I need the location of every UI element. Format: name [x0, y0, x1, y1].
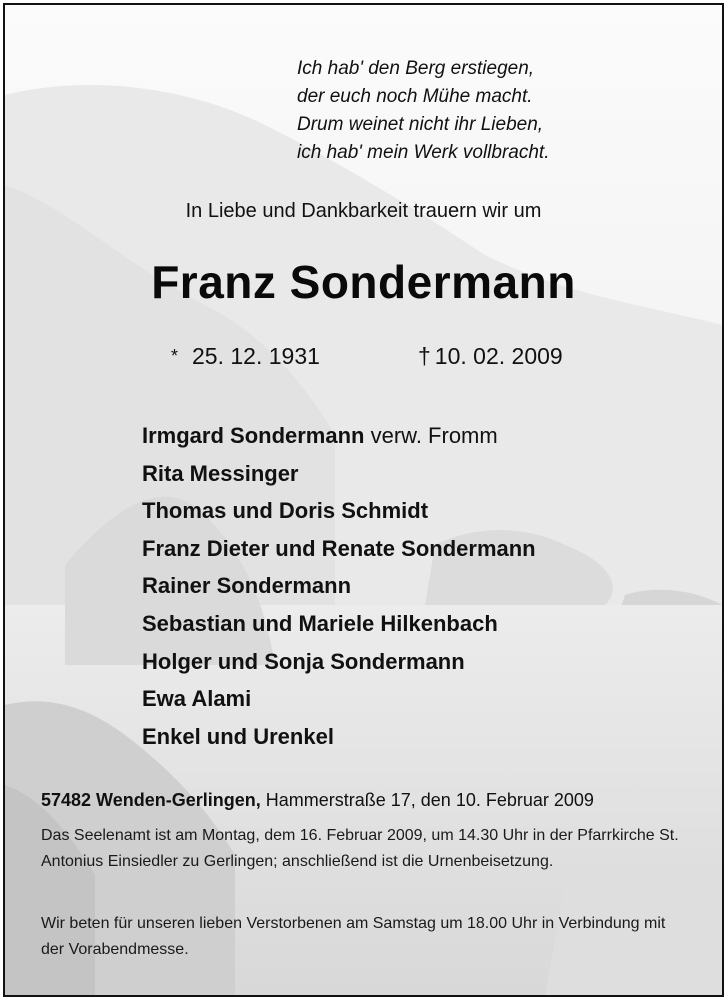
- obituary-card: [3, 3, 724, 997]
- poem-line: Drum weinet nicht ihr Lieben,: [297, 114, 544, 135]
- mourner-entry: [142, 643, 536, 681]
- mourner-entry: [142, 492, 536, 530]
- place-and-date: [41, 790, 594, 811]
- birth-date-value: 25. 12. 1931: [192, 343, 320, 369]
- poem-line: ich hab' mein Werk vollbracht.: [297, 142, 550, 163]
- mourner-entry: [142, 718, 536, 756]
- mass-info: Wir beten für unseren lieben Verstorbenen am Samstag um 18.00 Uhr in Verbindung mit der Vorabendmesse.: [41, 915, 666, 958]
- mourner-name: Franz Dieter und Renate Sondermann: [142, 535, 536, 561]
- address-and-date: Hammerstraße 17, den 10. Februar 2009: [260, 790, 594, 810]
- mourner-name: Enkel und Urenkel: [142, 723, 334, 749]
- death-date-value: 10. 02. 2009: [434, 343, 563, 369]
- mourner-entry: [142, 605, 536, 643]
- deceased-name: Franz Sondermann: [151, 256, 576, 308]
- mourners-list: [142, 417, 536, 755]
- poem-line: Ich hab' den Berg erstiegen,: [297, 58, 535, 79]
- mourner-note: verw. Fromm: [364, 423, 498, 448]
- memorial-poem: [297, 55, 550, 167]
- mourner-name: Holger und Sonja Sondermann: [142, 648, 465, 674]
- mourner-entry: [142, 567, 536, 605]
- death-cross-icon: †: [418, 343, 431, 369]
- mourner-name: Rita Messinger: [142, 460, 299, 486]
- death-date: [418, 343, 563, 370]
- birth-star-icon: *: [171, 346, 179, 366]
- poem-line: der euch noch Mühe macht.: [297, 86, 533, 107]
- mourner-entry: [142, 680, 536, 718]
- mourner-entry: [142, 530, 536, 568]
- place-name: 57482 Wenden-Gerlingen,: [41, 790, 261, 810]
- mourner-name: Irmgard Sondermann: [142, 423, 365, 448]
- mourner-entry: [142, 417, 536, 455]
- birth-date: [171, 343, 320, 370]
- intro-text: In Liebe und Dankbarkeit trauern wir um: [185, 200, 542, 222]
- mourner-name: Rainer Sondermann: [142, 573, 352, 599]
- requiem-info: Das Seelenamt ist am Montag, dem 16. Februar 2009, um 14.30 Uhr in der Pfarrkirche St. Antonius Einsiedler zu Gerlingen; anschließend ist die Urnenbeisetzung.: [41, 827, 679, 870]
- mourner-entry: [142, 455, 536, 493]
- mourner-name: Ewa Alami: [142, 686, 252, 712]
- mourner-name: Sebastian und Mariele Hilkenbach: [142, 610, 498, 636]
- mourner-name: Thomas und Doris Schmidt: [142, 498, 429, 524]
